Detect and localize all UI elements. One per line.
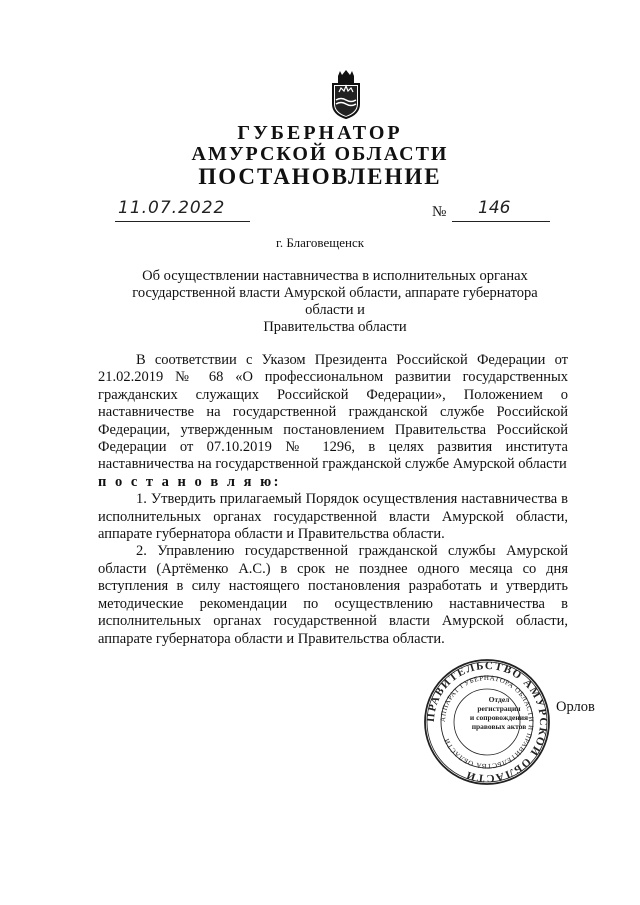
document-date: 11.07.2022 [118,198,226,218]
title-governor: ГУБЕРНАТОР [237,122,403,144]
stamp-line: Отдел [488,695,510,704]
document-subject [110,268,560,336]
city-name: г. Благовещенск [275,235,365,250]
number-underline [452,220,550,222]
clause-2: 2. Управлению государственной гражданской службы Амурской области (Артёменко А.С.) в срок не позднее одного месяца со дня вступления в силу настоящего постановления разработать и утвердить методические рекомендации по осуществлению наставничества в исполнительных органах государственной власти Амурской области, аппарате губернатора области и Правительства области. [98,543,568,647]
stamp-line: правовых актов [471,722,527,731]
stamp-line: и сопровождения [469,713,529,722]
document-number: 146 [478,198,511,218]
document-body [98,352,568,648]
preamble-paragraph: В соответствии с Указом Президента Российской Федерации от 21.02.2019 № 68 «О профессиональном развитии государственных гражданских служащих Российской Федерации», Положением о наставничестве на государственной гражданской службе Российской Федерации, утвержденным постановлением Правительства Российской Федерации от 07.10.2019 № 1296, в целях развития института наставничества на государственной гражданской службе Амурской области [98,352,568,473]
subject-line: государственной власти Амурской области, аппарате губернатора области и [132,285,538,318]
document-type-title: ПОСТАНОВЛЕНИЕ [198,164,442,189]
clause-1: 1. Утвердить прилагаемый Порядок осуществления наставничества в исполнительных органах государственной власти Амурской области, аппарате губернатора области и Правительства области. [98,491,568,543]
date-underline [115,220,250,222]
amur-region-coat-of-arms-icon [329,70,363,120]
stamp-line: регистрации [477,704,521,713]
title-region: АМУРСКОЙ ОБЛАСТИ [191,143,449,165]
decree-word: п о с т а н о в л я ю: [98,473,281,490]
number-label: № [432,204,447,220]
svg-text:ПРАВИТЕЛЬСТВО АМУРСКОЙ ОБЛАСТИ: ПРАВИТЕЛЬСТВО АМУРСКОЙ ОБЛАСТИ [424,659,550,785]
signatory-name: Орлов [556,699,595,715]
subject-line: Правительства области [263,319,407,335]
svg-text:АППАРАТ ГУБЕРНАТОРА ОБЛАСТИ И: АППАРАТ ГУБЕРНАТОРА ОБЛАСТИ И ПРАВИТЕЛЬСТВА ОБЛАСТИ [438,673,536,771]
stamp-department-text [466,695,532,731]
subject-line: Об осуществлении наставничества в исполнительных органах [142,268,528,284]
